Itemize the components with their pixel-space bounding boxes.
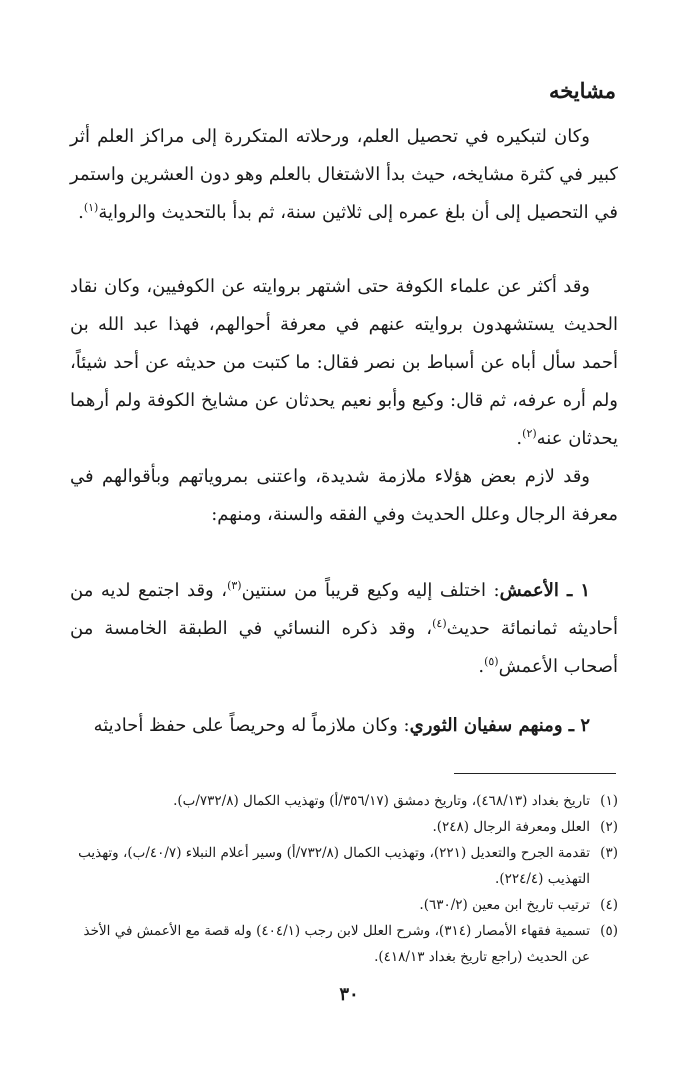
footnote-ref-4[interactable]: (٤): [432, 617, 447, 630]
footnote-3: [62, 840, 618, 892]
paragraph-2: [70, 268, 618, 458]
footnote-number: (٥): [600, 923, 618, 939]
teacher-1-text-a: اختلف إليه وكيع قريباً من سنتين: [241, 580, 486, 601]
footnote-number: (٣): [600, 845, 618, 861]
page-number: ٣٠: [339, 984, 359, 1005]
footnote-text: ترتيب تاريخ ابن معين (٦٣٠/٢).: [419, 897, 590, 913]
footnote-text: تسمية فقهاء الأمصار (٣١٤)، وشرح العلل لابن رجب (٤٠٤/١) وله قصة مع الأعمش في الأخذ عن الحديث (راجع تاريخ بغداد ٤١٨/١٣).: [83, 923, 590, 965]
footnote-1: [62, 788, 618, 814]
teacher-2-text: وكان ملازماً له وحريصاً على حفظ أحاديثه: [93, 715, 398, 736]
footnote-2: [62, 814, 618, 840]
footnote-text: تقدمة الجرح والتعديل (٢٢١)، وتهذيب الكمال (٧٣٢/٨/أ) وسير أعلام النبلاء (٤٠/٧/ب)، وتهذيب التهذيب (٢٢٤/٤).: [78, 845, 590, 887]
paragraph-1-end: .: [78, 202, 84, 223]
footnote-number: (١): [600, 793, 618, 809]
footnote-divider: [454, 773, 616, 774]
paragraph-3-text: وقد لازم بعض هؤلاء ملازمة شديدة، واعتنى بمروياتهم وبأقوالهم في معرفة الرجال وعلل الحديث وفي الفقه والسنة، ومنهم:: [70, 466, 618, 525]
footnote-ref-1[interactable]: (١): [83, 201, 99, 214]
footnote-5: [62, 918, 618, 970]
paragraph-1: [70, 118, 618, 232]
teacher-entry-1: [70, 572, 618, 686]
footnote-ref-2[interactable]: (٢): [522, 427, 537, 440]
teacher-entry-2: [70, 707, 618, 745]
footnote-ref-5[interactable]: (٥): [484, 655, 499, 668]
paragraph-1-text: وكان لتبكيره في تحصيل العلم، ورحلاته المتكررة إلى مراكز العلم أثر كبير في كثرة مشايخه، حيث بدأ الاشتغال بالعلم وهو دون العشرين واستمر في التحصيل إلى أن بلغ عمره إلى ثلاثين سنة، ثم بدأ بالتحديث والرواية: [70, 126, 618, 223]
teacher-1-text-c: ، وقد ذكره النسائي في الطبقة الخامسة من أصحاب الأعمش: [70, 618, 618, 677]
footnote-number: (٢): [600, 819, 618, 835]
footnote-text: العلل ومعرفة الرجال (٢٤٨).: [432, 819, 590, 835]
teacher-1-label: ١ ـ الأعمش: [499, 580, 590, 601]
teacher-1-colon: :: [485, 580, 500, 601]
footnotes: [62, 788, 618, 970]
teacher-1-text-b: ، وقد اجتمع لديه من أحاديثه ثمانمائة حديث: [70, 580, 618, 639]
teacher-1-end: .: [478, 656, 485, 677]
footnote-4: [62, 892, 618, 918]
teacher-2-colon: :: [397, 715, 410, 736]
teacher-2-label: ٢ ـ ومنهم سفيان الثوري: [409, 715, 590, 736]
paragraph-2-end: .: [516, 428, 523, 449]
footnote-text: تاريخ بغداد (٤٦٨/١٣)، وتاريخ دمشق (٣٥٦/١٧/أ) وتهذيب الكمال (٧٣٢/٨/ب).: [173, 793, 590, 809]
paragraph-3: [70, 458, 618, 534]
footnote-number: (٤): [600, 897, 618, 913]
footnote-ref-3[interactable]: (٣): [227, 579, 242, 592]
section-heading: مشايخه: [548, 78, 616, 103]
paragraph-2-text: وقد أكثر عن علماء الكوفة حتى اشتهر بروايته عن الكوفيين، وكان نقاد الحديث يستشهدون بروايته عنهم في معرفة أحوالهم، فهذا عبد الله بن أحمد سأل أباه عن أسباط بن نصر فقال: ما كتبت من حديثه عن أحد شيئاً، ولم أره عرفه، ثم قال: وكيع وأبو نعيم يحدثان عن مشايخ الكوفة ولم أرهما يحدثان عنه: [70, 276, 618, 449]
